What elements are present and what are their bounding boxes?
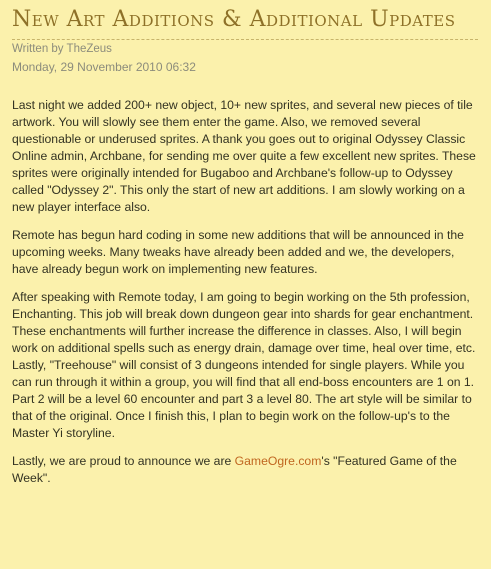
paragraph-4-end: 's "Featured Game of the Week". (12, 454, 457, 485)
article-body (12, 97, 480, 487)
article-meta (12, 42, 480, 75)
title-divider (12, 39, 478, 40)
publish-date: Monday, 29 November 2010 06:32 (12, 60, 196, 74)
paragraph-1: Last night we added 200+ new object, 10+ new sprites, and several new pieces of tile artwork. You will slowly see them enter the game. Also, we removed several questionable or underused sprites. A thank you goes out to original Odyssey Classic Online admin, Archbane, for sending me over quite a few excellent new sprites. These sprites were originally intended for Bugaboo and Archbane's follow-up to Odyssey called "Odyssey 2". This only the start of new art additions. I am slowly working on a new player interface also. (12, 98, 476, 214)
paragraph-2: Remote has begun hard coding in some new additions that will be announced in the upcoming weeks. Many tweaks have already been added and we, the developers, have already begun work on implementing new features. (12, 228, 464, 276)
author-line: Written by TheZeus (12, 43, 112, 55)
paragraph-4-start: Lastly, we are proud to announce we are (12, 454, 235, 468)
article (12, 6, 480, 498)
article-title: New Art Additions & Additional Updates (12, 7, 456, 32)
gameogre-link[interactable]: GameOgre.com (234, 454, 322, 468)
paragraph-4 (12, 453, 480, 487)
paragraph-3: After speaking with Remote today, I am going to begin working on the 5th profession, Enchanting. This job will break down dungeon gear into shards for gear enchantment. These enchantments will further increase the difference in classes. Also, I will begin work on additional spells such as energy drain, damage over time, heal over time, etc. Lastly, "Treehouse" will consist of 3 dungeons intended for single players. While you can run through it within a group, you will find that all end-boss encounters are 1 on 1. Part 2 will be a level 60 encounter and part 3 a level 80. The art style will be similar to that of the original. Once I finish this, I plan to begin work on the follow-up's to the Master Yi storyline. (12, 290, 476, 440)
